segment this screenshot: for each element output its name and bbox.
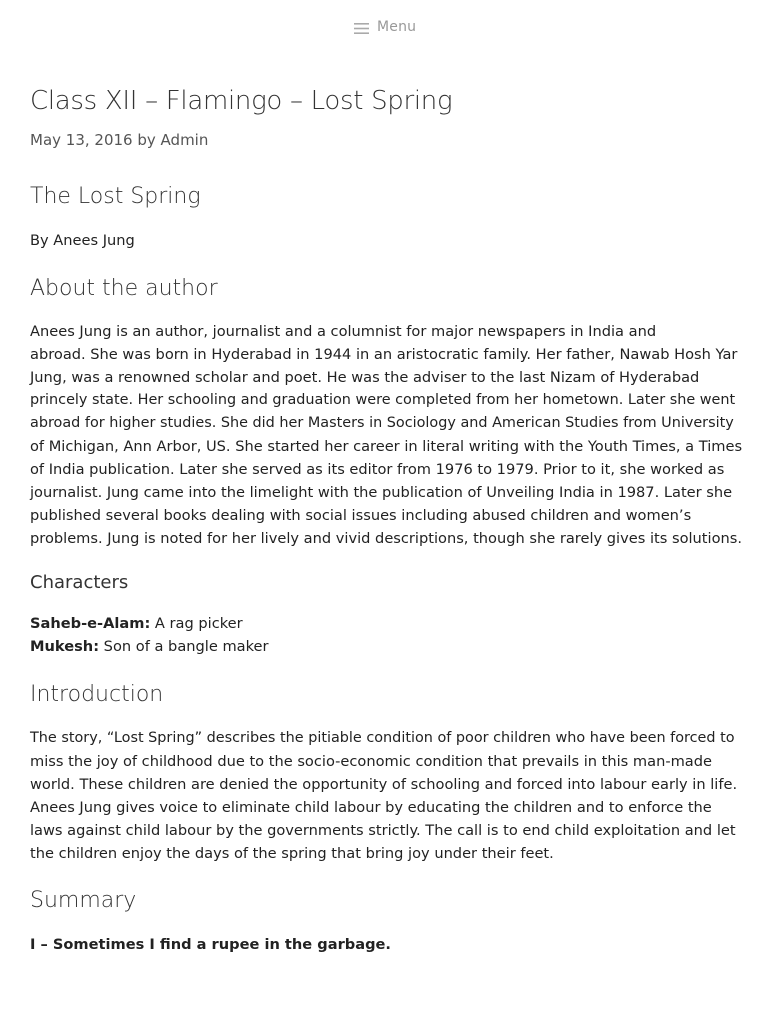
- hamburger-icon: [354, 22, 369, 33]
- paragraph-line: laws against child labour by the governments strictly. The call is to end child exploitation and let: [30, 822, 736, 839]
- post-date[interactable]: May 13, 2016: [30, 131, 133, 149]
- paragraph-line: of Michigan, Ann Arbor, US. She started her career in literal writing with the Youth Times, a Times: [30, 438, 743, 455]
- characters-list: [30, 612, 742, 658]
- character-item: [30, 612, 742, 635]
- about-author-paragraph: [30, 320, 742, 550]
- menu-toggle-button[interactable]: [354, 17, 416, 37]
- paragraph-line: problems. Jung is noted for her lively and vivid descriptions, though she rarely gives its solutions.: [30, 530, 743, 547]
- character-description: A rag picker: [150, 615, 243, 632]
- paragraph-line: miss the joy of childhood due to the socio-economic condition that prevails in this man-made: [30, 753, 712, 770]
- post-author-link[interactable]: Admin: [160, 131, 209, 149]
- paragraph-line: Anees Jung gives voice to eliminate child labour by educating the children and to enforce the: [30, 799, 712, 816]
- paragraph-line: Anees Jung is an author, journalist and a columnist for major newspapers in India and: [30, 323, 657, 340]
- section-heading-about-author: About the author: [30, 276, 218, 301]
- summary-first-line: [30, 933, 391, 956]
- post-by-label: by: [137, 131, 156, 149]
- paragraph-line: world. These children are denied the opportunity of schooling and forced into labour early in life.: [30, 776, 738, 793]
- post-meta: [30, 131, 208, 149]
- section-heading-lost-spring: The Lost Spring: [30, 184, 201, 209]
- paragraph-line: of India publication. Later she served as its editor from 1976 to 1979. Prior to it, she worked as: [30, 461, 725, 478]
- site-header: [0, 0, 768, 54]
- paragraph-line: abroad for higher studies. She did her Masters in Sociology and American Studies from University: [30, 415, 734, 431]
- paragraph-line: published several books dealing with social issues including abused children and women’s: [30, 507, 692, 524]
- character-item: [30, 635, 742, 658]
- page-title: Class XII – Flamingo – Lost Spring: [30, 86, 453, 116]
- paragraph-line: Jung, was a renowned scholar and poet. He was the adviser to the last Nizam of Hyderabad: [30, 369, 700, 386]
- summary-subheading: I – Sometimes I find a rupee in the garbage.: [30, 936, 391, 953]
- byline: By Anees Jung: [30, 232, 135, 249]
- section-heading-introduction: Introduction: [30, 682, 164, 707]
- section-heading-characters: Characters: [30, 572, 129, 593]
- paragraph-line: the children enjoy the days of the spring that bring joy under their feet.: [30, 845, 554, 862]
- menu-label: Menu: [377, 19, 417, 35]
- paragraph-line: The story, “Lost Spring” describes the pitiable condition of poor children who have been forced to: [30, 730, 735, 746]
- character-name: Saheb-e-Alam:: [30, 615, 151, 632]
- paragraph-line: princely state. Her schooling and graduation were completed from her hometown. Later she went: [30, 392, 736, 408]
- paragraph-line: abroad. She was born in Hyderabad in 1944 in an aristocratic family. Her father, Nawab Hosh Yar: [30, 346, 738, 363]
- character-description: Son of a bangle maker: [99, 638, 269, 655]
- paragraph-line: journalist. Jung came into the limelight with the publication of Unveiling India in 1987. Later she: [30, 484, 733, 501]
- character-name: Mukesh:: [30, 638, 100, 655]
- introduction-paragraph: [30, 727, 742, 865]
- section-heading-summary: Summary: [30, 888, 137, 913]
